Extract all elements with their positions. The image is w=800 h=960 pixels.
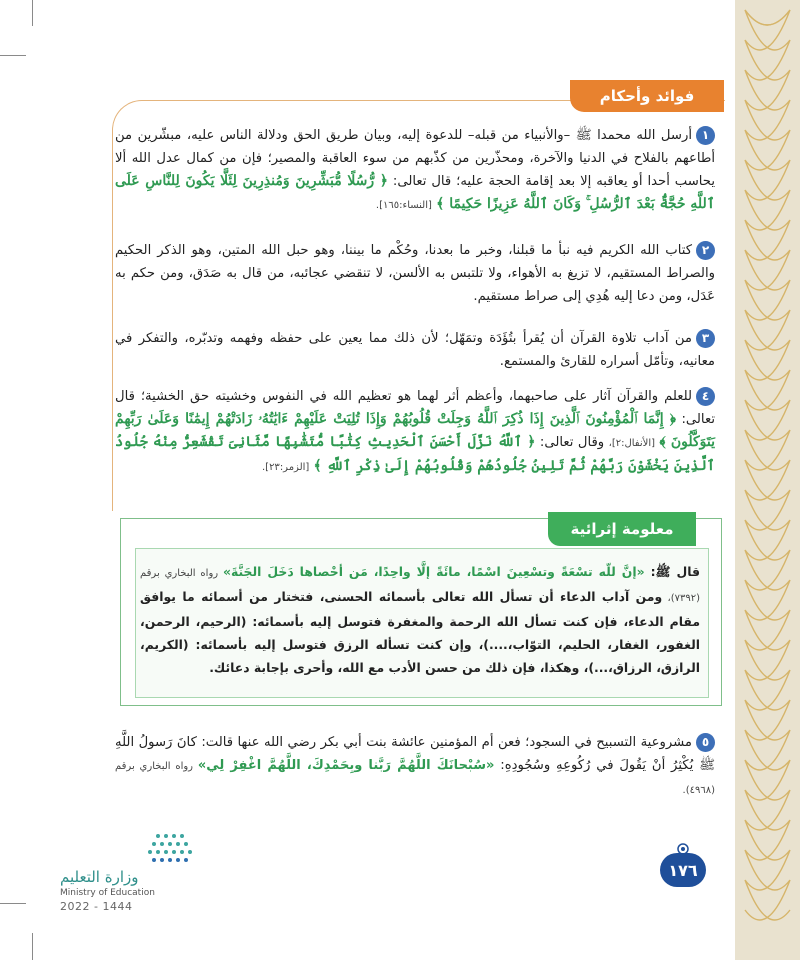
crop-mark — [32, 933, 33, 960]
hadith-text: «إنَّ للّه تسْعَةً وتسْعِينَ اسْمًا، مائَةً إلَّا واحِدًا، مَن أحْصاها دَخَلَ الجَنَّةَ» — [222, 564, 645, 579]
point-5 — [115, 731, 715, 802]
section-title: فوائد وأحكام — [570, 80, 724, 112]
hadith-source: رواه البخاري برقم (٧٣٩٢)، — [140, 568, 700, 604]
point-number: ٣ — [696, 329, 715, 348]
point-text: من آداب تلاوة القرآن أن يُقرأ بتُؤَدَة وتمَهّل؛ لأن ذلك مما يعين على حفظه وفهمه وتدبّره، والتفكر في معانيه، وتأمّل أسراره للقارئ والمستمع. — [115, 331, 715, 369]
crop-mark — [0, 903, 26, 904]
info-title: معلومة إثرائية — [548, 512, 696, 546]
decorative-border — [735, 0, 800, 960]
page-number: ١٧٦ — [660, 853, 706, 887]
point-3 — [115, 327, 715, 373]
info-text — [140, 560, 700, 679]
point-number: ٢ — [696, 241, 715, 260]
point-number: ٤ — [696, 387, 715, 406]
hadith-source: رواه البخاري برقم (٤٩٦٨). — [115, 761, 715, 796]
verse-reference: [النساء:١٦٥]. — [375, 200, 432, 211]
point-number: ١ — [696, 126, 715, 145]
point-text: للعلم والقرآن آثار على صاحبهما، وأعظم أثر لهما هو تعظيم الله في النفوس وخشيته حق الخشية؛ قال تعالى: — [115, 389, 715, 427]
point-number: ٥ — [696, 733, 715, 752]
point-text: أرسل الله محمدا ﷺ –والأنبياء من قبله– للدعوة إليه، وبيان طريق الحق ودلالة الناس عليه، مبشّرين من أطاعهم بالفلاح في الدنيا والآخرة، ومحذّرين من كذّبهم من سوء العاقبة والمصير؛ فإن من كمال عدل الله ألا يحاسب أحدا أو يعاقبه إلا بعد إقامة الحجة عليه؛ قال تعالى: — [115, 128, 715, 189]
point-1 — [115, 124, 715, 217]
quran-verse: ﴿ إِنَّمَا ٱلْمُؤْمِنُونَ ٱلَّذِينَ إِذَا ذُكِرَ ٱللَّهُ وَجِلَتْ قُلُوبُهُمْ وَإِذَا تُلِيَتْ عَلَيْهِمْ ءَايَٰتُهُۥ زَادَتْهُمْ إِيمَٰنًا وَعَلَىٰ رَبِّهِمْ يَتَوَكَّلُونَ ﴾ — [115, 411, 715, 450]
info-body: ومن آداب الدعاء أن تسأل الله تعالى بأسمائه الحسنى، فتختار من أسمائه ما يوافق مقام الدعاء، فإن كنت تسأل الله الرحمة والمغفرة فتوسل إليه بأسمائه: (الرحيم، الرحمن، الغفور، الغفار، الحليم، التوّاب،....)، وإن كنت تسأله الرزق فتوسل إليه بأسمائه: (الكريم، الرازق، الرزاق،...)، وهكذا، فإن ذلك من حسن الأدب مع الله، وأحرى بإجابة دعائك. — [140, 589, 700, 675]
quran-verse: ﴿ ٱللَّهُ نَزَّلَ أَحْسَنَ ٱلْحَدِيثِ كِتَٰبًا مُّتَشَٰبِهًا مَّثَانِىَ تَقْشَعِرُّ مِنْهُ جُلُودُ ٱلَّذِينَ يَخْشَوْنَ رَبَّهُمْ ثُمَّ تَلِينُ جُلُودُهُمْ وَقُلُوبُهُمْ إِلَىٰ ذِكْرِ ٱللَّهِ ﴾ — [115, 434, 715, 474]
crop-mark — [32, 0, 33, 26]
verse-reference: [الزمر:٢٣]. — [261, 462, 310, 473]
ministry-name-english: Ministry of Education — [60, 888, 155, 898]
crop-mark — [0, 55, 26, 56]
hadith-text: «سُبْحانَكَ اللَّهُمَّ رَبَّنا وبِحَمْدِكَ، اللَّهُمَّ اغْفِرْ لِي» — [197, 758, 495, 773]
point-text: كتاب الله الكريم فيه نبأ ما قبلنا، وخبر ما بعدنا، وحُكْم ما بيننا، وهو حبل الله المتين، وهو الذكر الحكيم والصراط المستقيم، لا تزيغ به الأهواء، ولا تلتبس به الألسن، لا تنقضي عجائبه، من قال به صَدَق، ومن حكم به عَدَل، ومن دعا إليه هُدِي إلى صراط مستقيم. — [115, 243, 715, 304]
point-2 — [115, 239, 715, 308]
ministry-name-arabic: وزارة التعليم — [60, 868, 139, 886]
quran-verse: ﴿ رُّسُلًا مُّبَشِّرِينَ وَمُنذِرِينَ لِئَلَّا يَكُونَ لِلنَّاسِ عَلَى ٱللَّهِ حُجَّةٌۢ بَعْدَ ٱلرُّسُلِ ۚ وَكَانَ ٱللَّهُ عَزِيزًا حَكِيمًا ﴾ — [115, 173, 715, 212]
edition-year: 2022 - 1444 — [60, 900, 133, 913]
verse-reference: [الأنفال:٢]، — [608, 438, 656, 449]
point-4 — [115, 385, 715, 479]
info-lead: قال ﷺ: — [644, 564, 701, 579]
point-text: وقال تعالى: — [535, 435, 609, 450]
point-text: مشروعية التسبيح في السجود؛ فعن أم المؤمنين عائشة بنت أبي بكر رضي الله عنها قالت: كانَ رَسولُ اللَّهِ ﷺ يُكْثِرُ أنْ يَقُولَ في رُكُوعِهِ وسُجُودِهِ: — [115, 735, 716, 773]
